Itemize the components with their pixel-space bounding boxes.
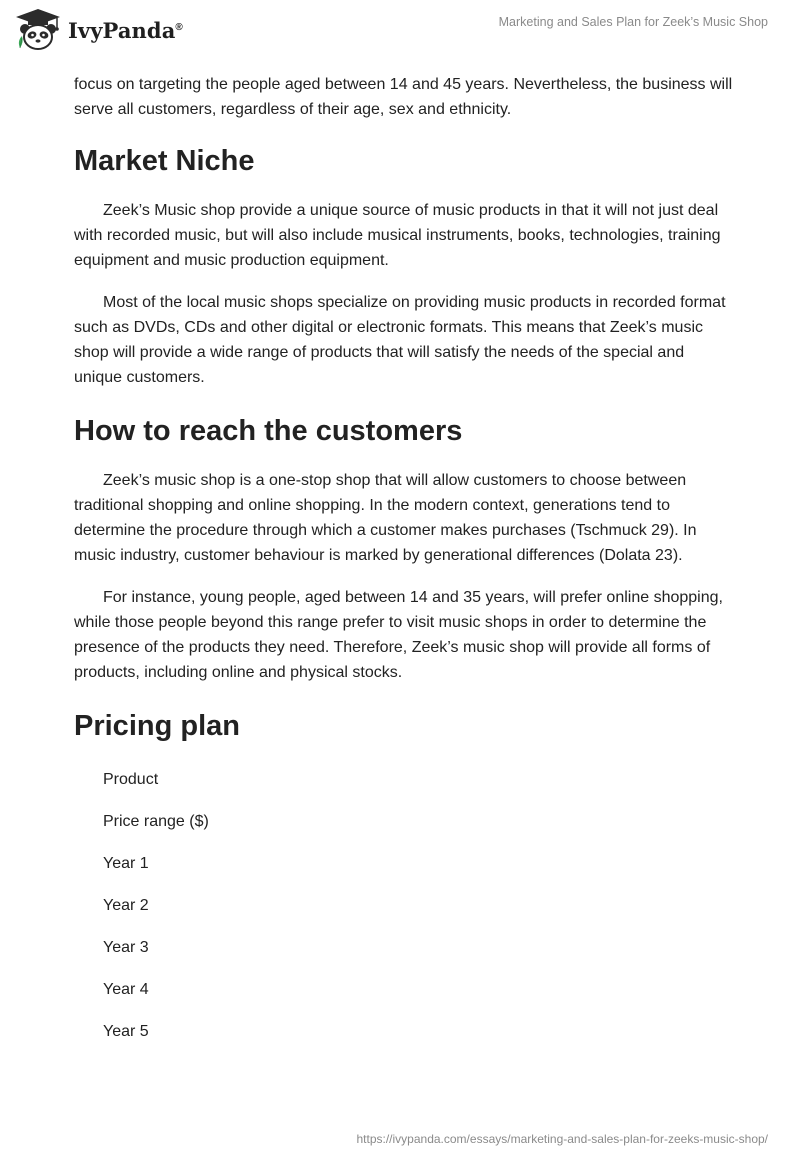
essay-content xyxy=(74,70,734,1044)
brand-name: IvyPanda® xyxy=(68,17,183,43)
document-title: Marketing and Sales Plan for Zeek’s Music Shop xyxy=(498,15,768,29)
intro-paragraph: focus on targeting the people aged between 14 and 45 years. Nevertheless, the business will serve all customers, regardless of their age, sex and ethnicity. xyxy=(74,76,733,118)
paragraph: For instance, young people, aged between 14 and 35 years, will prefer online shopping, while those people beyond this range prefer to visit music shops in order to determine the presence of the products they need. Therefore, Zeek’s music shop will provide all forms of products, including online and physical stocks. xyxy=(74,589,723,681)
ivypanda-logo[interactable] xyxy=(14,8,183,52)
paragraph: Zeek’s Music shop provide a unique source of music products in that it will not just deal with recorded music, but will also include musical instruments, books, technologies, training equipment and music production equipment. xyxy=(74,202,721,269)
table-cell-year-2: Year 2 xyxy=(103,897,149,914)
heading-pricing-plan: Pricing plan xyxy=(74,710,240,742)
source-url-link[interactable]: https://ivypanda.com/essays/marketing-and-sales-plan-for-zeeks-music-shop/ xyxy=(356,1132,768,1146)
table-cell-year-5: Year 5 xyxy=(103,1023,149,1040)
heading-reach-customers: How to reach the customers xyxy=(74,415,463,447)
page-header xyxy=(0,0,800,70)
table-cell-year-3: Year 3 xyxy=(103,939,149,956)
table-cell-year-1: Year 1 xyxy=(103,855,149,872)
paragraph: Zeek’s music shop is a one-stop shop that will allow customers to choose between traditional shopping and online shopping. In the modern context, generations tend to determine the procedure through which a customer makes purchases (Tschmuck 29). In music industry, customer behaviour is marked by generational differences (Dolata 23). xyxy=(74,472,697,564)
paragraph: Most of the local music shops specialize on providing music products in recorded format such as DVDs, CDs and other digital or electronic formats. This means that Zeek’s music shop will provide a wide range of products that will satisfy the needs of the special and unique customers. xyxy=(74,294,726,386)
pricing-table xyxy=(74,767,734,1044)
table-cell-product: Product xyxy=(103,771,159,788)
heading-market-niche: Market Niche xyxy=(74,145,255,177)
table-cell-year-4: Year 4 xyxy=(103,981,149,998)
panda-logo-icon xyxy=(14,8,62,52)
table-cell-price-range: Price range ($) xyxy=(103,813,209,830)
